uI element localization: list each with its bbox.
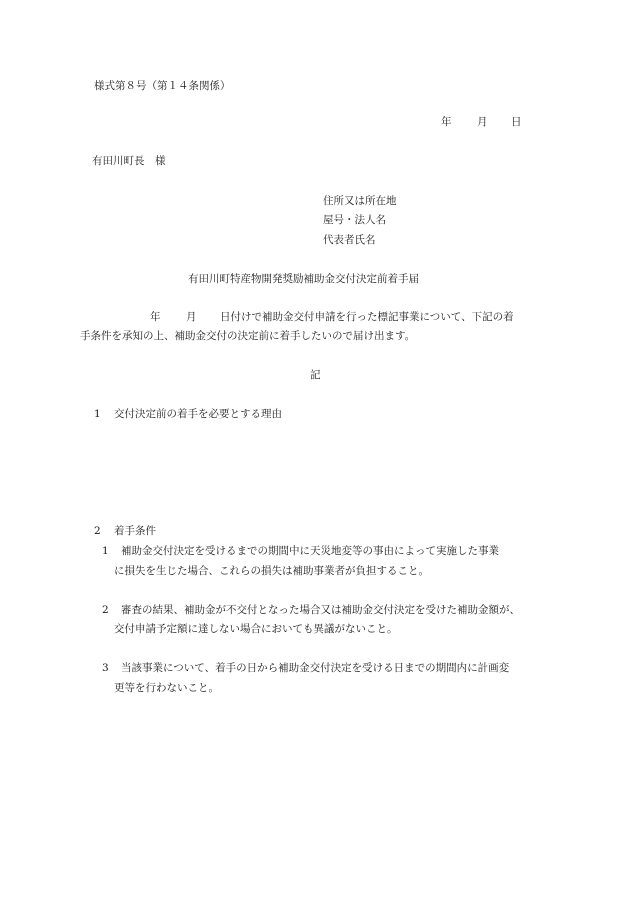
condition-number: 2 xyxy=(102,604,109,616)
intro-year-label: 年 xyxy=(150,311,161,323)
address-label: 住所又は所在地 xyxy=(323,195,397,207)
date-month-label: 月 xyxy=(477,116,488,128)
addressee: 有田川町長 様 xyxy=(92,155,166,167)
section2-number: 2 xyxy=(94,525,101,537)
ki-heading: 記 xyxy=(310,369,321,381)
intro-line1: 日付けで補助金交付申請を行った標記事業について、下記の着 xyxy=(220,311,514,323)
date-day-label: 日 xyxy=(511,116,522,128)
section1-label: 交付決定前の着手を必要とする理由 xyxy=(114,408,282,420)
condition-line: 当該事業について、着手の日から補助金交付決定を受ける日までの期間内に計画変 xyxy=(121,662,510,674)
condition-line: 審査の結果、補助金が不交付となった場合又は補助金交付決定を受けた補助金額が、 xyxy=(121,604,520,616)
condition-line: に損失を生じた場合、これらの損失は補助事業者が負担すること。 xyxy=(114,565,429,577)
condition-line: 更等を行わないこと。 xyxy=(114,682,219,694)
intro-month-label: 月 xyxy=(186,311,197,323)
representative-label: 代表者氏名 xyxy=(323,234,376,246)
business-name-label: 屋号・法人名 xyxy=(323,214,386,226)
condition-line: 交付申請予定額に達しない場合においても異議がないこと。 xyxy=(114,623,398,635)
condition-number: 3 xyxy=(102,662,109,674)
date-year-label: 年 xyxy=(441,116,452,128)
section1-number: 1 xyxy=(94,408,101,420)
section2-label: 着手条件 xyxy=(114,525,156,537)
intro-line2: 手条件を承知の上、補助金交付の決定前に着手したいので届け出ます。 xyxy=(80,330,416,342)
document-title: 有田川町特産物開発奨励補助金交付決定前着手届 xyxy=(188,273,419,285)
form-number: 様式第８号（第１４条関係） xyxy=(94,80,231,92)
condition-number: 1 xyxy=(102,545,109,557)
condition-line: 補助金交付決定を受けるまでの期間中に天災地変等の事由によって実施した事業 xyxy=(121,545,499,557)
